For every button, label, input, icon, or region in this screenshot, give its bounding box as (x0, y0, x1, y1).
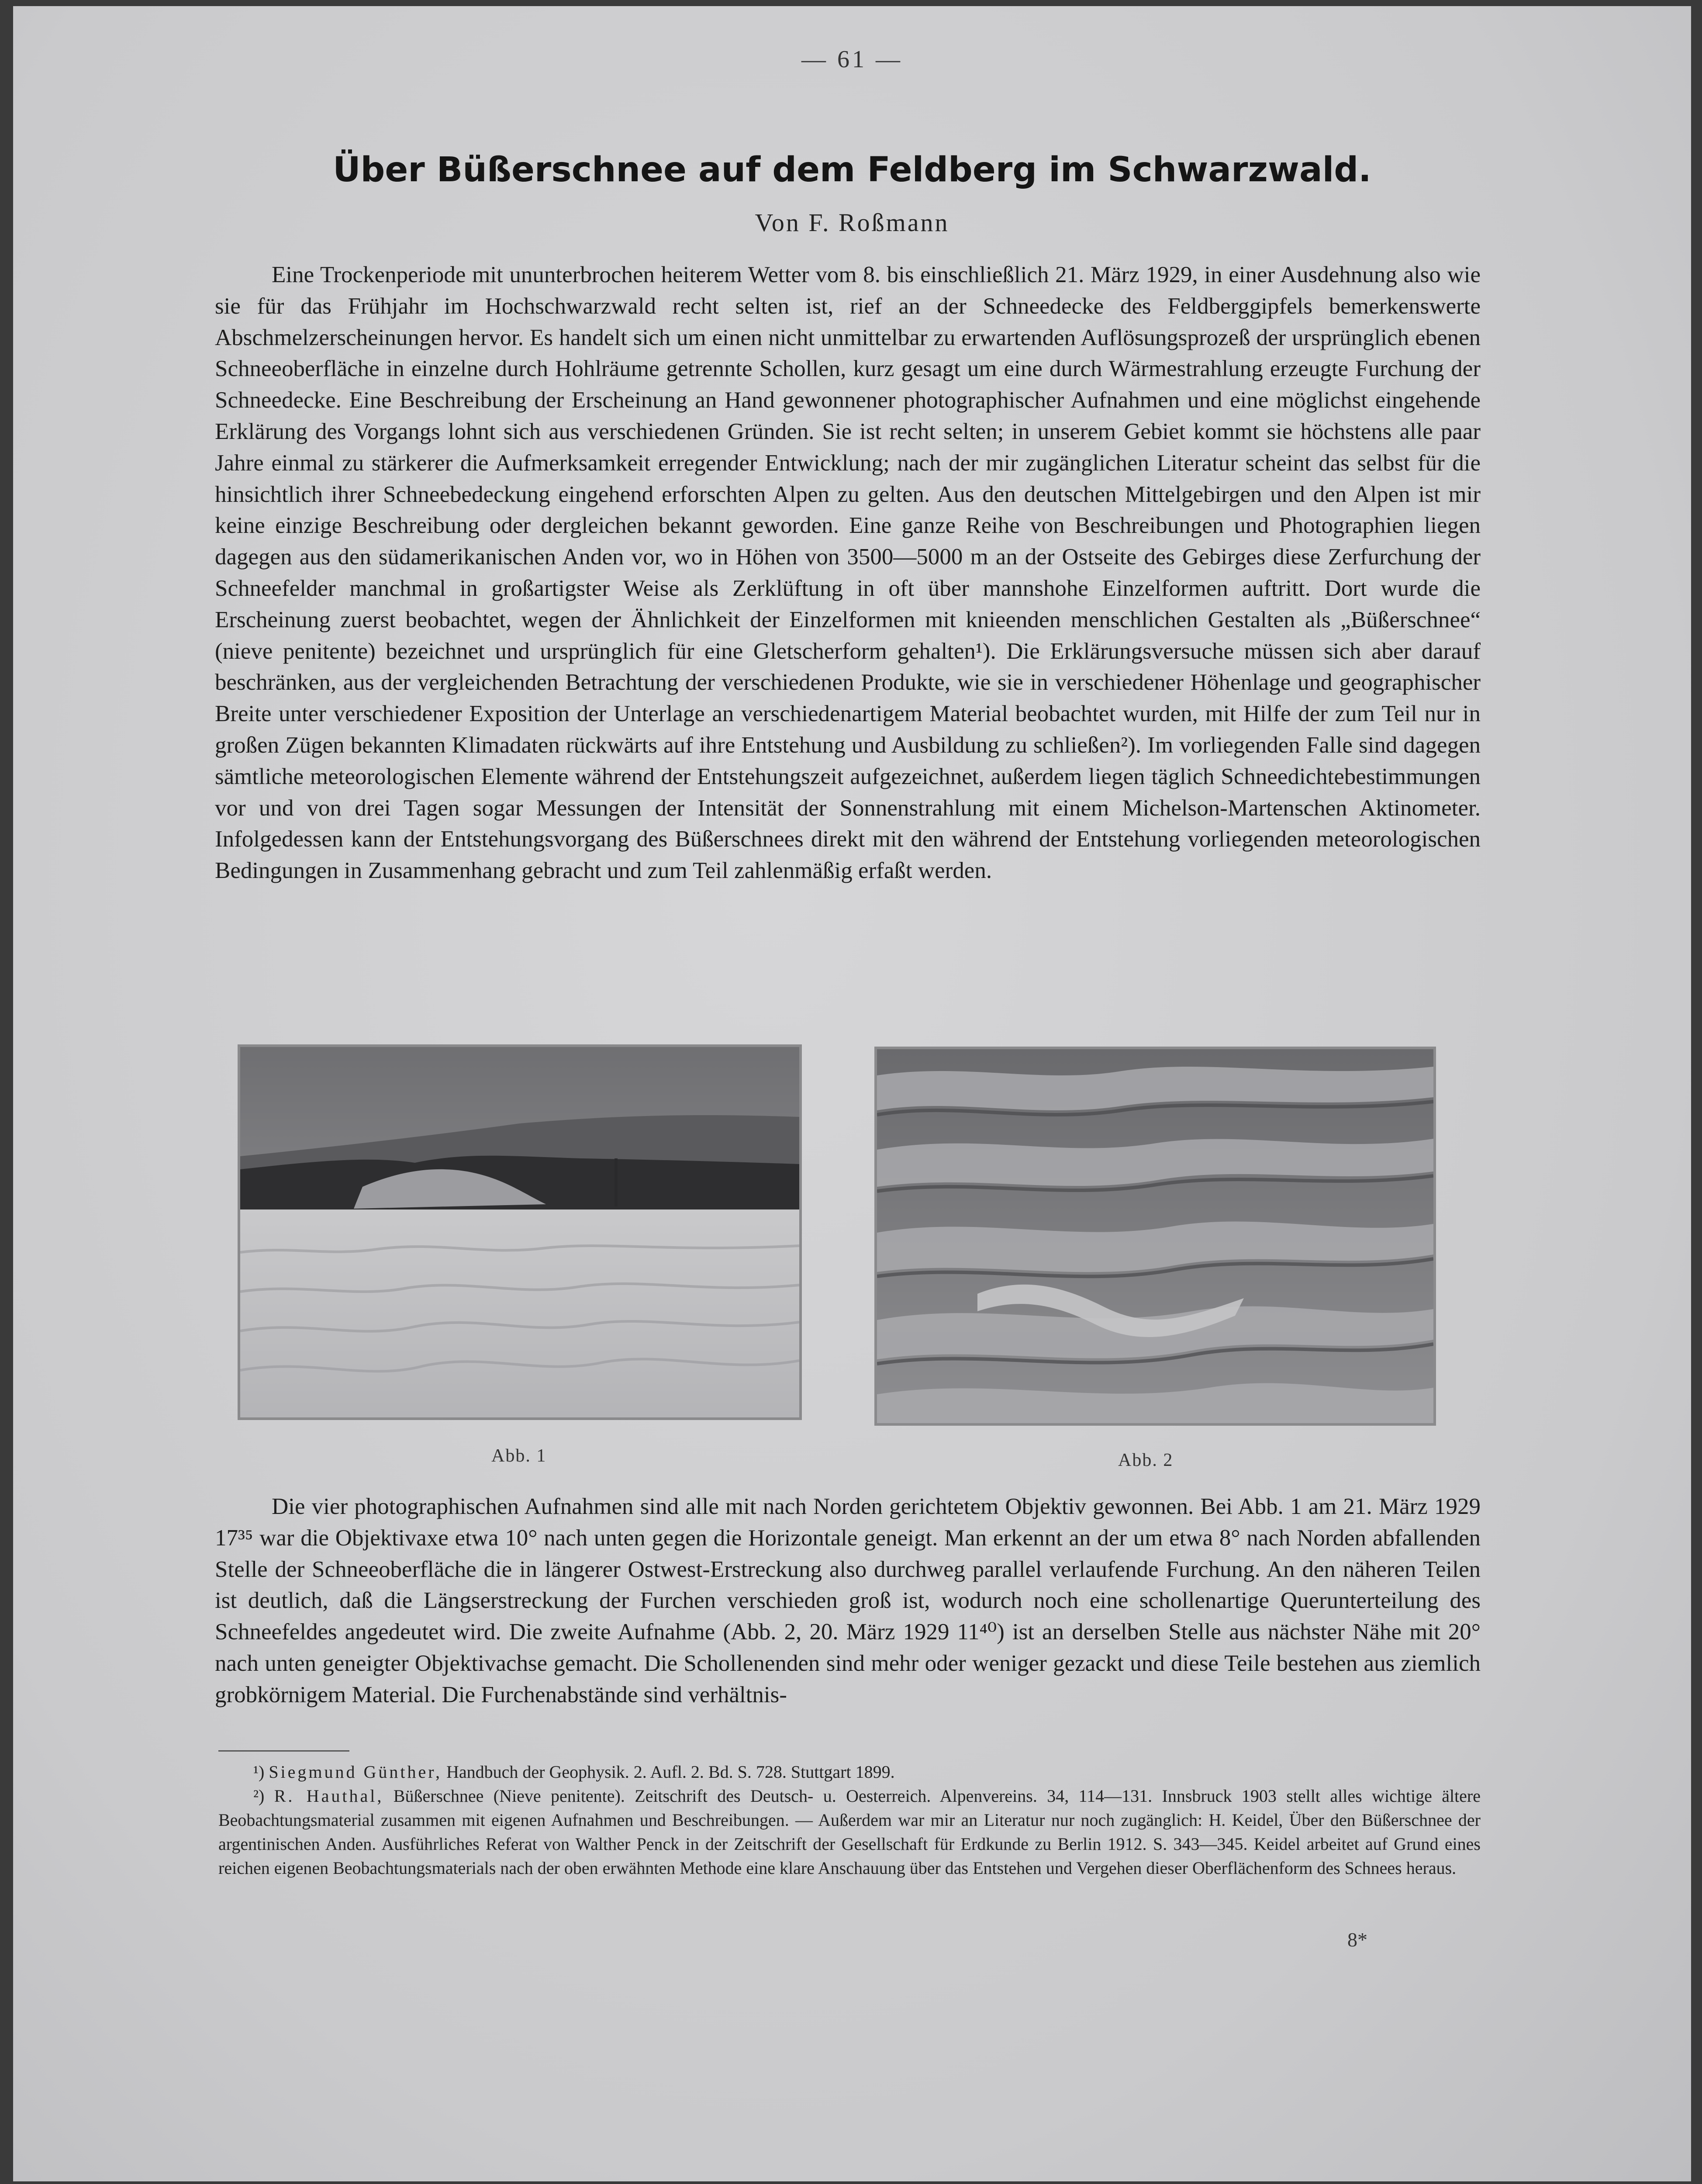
figure-1-caption: Abb. 1 (491, 1446, 547, 1466)
footnote-1 (218, 1760, 1481, 1784)
figure-1-photo-snowfield (238, 1044, 802, 1420)
footnote-1-text: Handbuch der Geophysik. 2. Aufl. 2. Bd. S. 728. Stuttgart 1899. (446, 1762, 895, 1782)
footnote-2-marker: ²) (253, 1786, 265, 1806)
footnote-2-text: Büßerschnee (Nieve penitente). Zeitschrift des Deutsch- u. Oesterreich. Alpenvereins. 34, 114—131. Innsbruck 1903 stellt alles wichtige ältere Beobachtungsmaterial zusammen mit eigenen Aufnahmen und Beschreibungen. — Außerdem war mir an Literatur nur noch zugänglich: H. Keidel, Über den Büßerschnee der argentinischen Anden. Ausführliches Referat von Walther Penck in der Zeitschrift der Gesellschaft für Erdkunde zu Berlin 1912. S. 343—345. Keidel arbeitet auf Grund eines reichen eigenen Beobachtungsmaterials nach der oben erwähnten Methode eine klare Anschauung über das Entstehen und Vergehen dieser Oberflächenform des Schnees heraus. (218, 1786, 1481, 1878)
footnote-separator (218, 1750, 349, 1752)
body-paragraph-2: Die vier photographischen Aufnahmen sind alle mit nach Norden gerichtetem Objektiv gewonnen. Bei Abb. 1 am 21. März 1929 17³⁵ war die Objektivaxe etwa 10° nach unten gegen die Horizontale geneigt. Man erkennt an der um etwa 8° nach Norden abfallenden Stelle der Schneeoberfläche die in längerer Ostwest-Erstreckung also durchweg parallel verlaufende Furchung. An den näheren Teilen ist deutlich, daß die Längserstreckung der Furchen verschieden groß ist, wodurch noch eine schollenartige Querunterteilung des Schneefeldes angedeutet wird. Die zweite Aufnahme (Abb. 2, 20. März 1929 11⁴⁰) ist an derselben Stelle aus nächster Nähe mit 20° nach unten geneigter Objektivachse gemacht. Die Schollenenden sind mehr oder weniger gezackt und diese Teile bestehen aus ziemlich grobkörnigem Material. Die Furchenabstände sind verhältnis- (215, 1494, 1481, 1707)
snow-furrows-closeup-photo (877, 1049, 1433, 1423)
footnotes (218, 1760, 1481, 1880)
footnote-1-marker: ¹) (253, 1762, 265, 1782)
footnote-2 (218, 1784, 1481, 1880)
snowfield-landscape-photo (240, 1047, 799, 1417)
figure-2-photo-snow-furrows (874, 1047, 1436, 1426)
document-page (13, 6, 1691, 2181)
figure-2-caption: Abb. 2 (1118, 1450, 1174, 1470)
page-number: — 61 — (801, 46, 903, 73)
signature-mark: 8* (1347, 1928, 1367, 1951)
article-title: Über Büßerschnee auf dem Feldberg im Schwarzwald. (333, 150, 1371, 190)
footnote-2-author: R. Hauthal, (274, 1786, 384, 1806)
body-paragraph-1: Eine Trockenperiode mit ununterbrochen heiterem Wetter vom 8. bis einschließlich 21. März 1929, in einer Ausdehnung also wie sie für das Frühjahr im Hochschwarzwald recht selten ist, rief an der Schneedecke des Feldberggipfels bemerkenswerte Abschmelzerscheinungen hervor. Es handelt sich um einen nicht unmittelbar zu erwartenden Auflösungsprozeß der ursprünglich ebenen Schneeoberfläche in einzelne durch Hohlräume getrennte Schollen, kurz gesagt um eine durch Wärmestrahlung erzeugte Furchung der Schneedecke. Eine Beschreibung der Erscheinung an Hand gewonnener photographischer Aufnahmen und eine möglichst eingehende Erklärung des Vorgangs lohnt sich aus verschiedenen Gründen. Sie ist recht selten; in unserem Gebiet kommt sie höchstens alle paar Jahre einmal zu stärkerer die Aufmerksamkeit erregender Entwicklung; nach der mir zugänglichen Literatur scheint das selbst für die hinsichtlich ihrer Schneebedeckung eingehend erforschten Alpen zu gelten. Aus den deutschen Mittelgebirgen und den Alpen ist mir keine einzige Beschreibung oder dergleichen bekannt geworden. Eine ganze Reihe von Beschreibungen und Photographien liegen dagegen aus den südamerikanischen Anden vor, wo in Höhen von 3500—5000 m an der Ostseite des Gebirges diese Zerfurchung der Schneefelder manchmal in großartigster Weise als Zerklüftung in oft über mannshohe Einzelformen auftritt. Dort wurde die Erscheinung zuerst beobachtet, wegen der Ähnlichkeit der Einzelformen mit knieenden menschlichen Gestalten als „Büßerschnee“ (nieve penitente) bezeichnet und ursprünglich für eine Gletscherform gehalten¹). Die Erklärungsversuche müssen sich aber darauf beschränken, aus der vergleichenden Betrachtung der verschiedenen Produkte, wie sie in verschiedener Höhenlage und geographischer Breite unter verschiedener Exposition der Unterlage an verschiedenartigem Material beobachtet wurden, mit Hilfe der zum Teil nur in großen Zügen bekannten Klimadaten rückwärts auf ihre Entstehung und Ausbildung zu schließen²). Im vorliegenden Falle sind dagegen sämtliche meteorologischen Elemente während der Entstehungszeit aufgezeichnet, außerdem liegen täglich Schneedichtebestimmungen vor und von drei Tagen sogar Messungen der Intensität der Sonnenstrahlung mit einem Michelson-Martenschen Aktinometer. Infolgedessen kann der Entstehungsvorgang des Büßerschnees direkt mit den während der Entstehung vorliegenden meteorologischen Bedingungen in Zusammenhang gebracht und zum Teil zahlenmäßig erfaßt werden. (215, 262, 1481, 884)
article-author: Von F. Roßmann (755, 208, 949, 237)
footnote-1-author: Siegmund Günther, (269, 1762, 442, 1782)
